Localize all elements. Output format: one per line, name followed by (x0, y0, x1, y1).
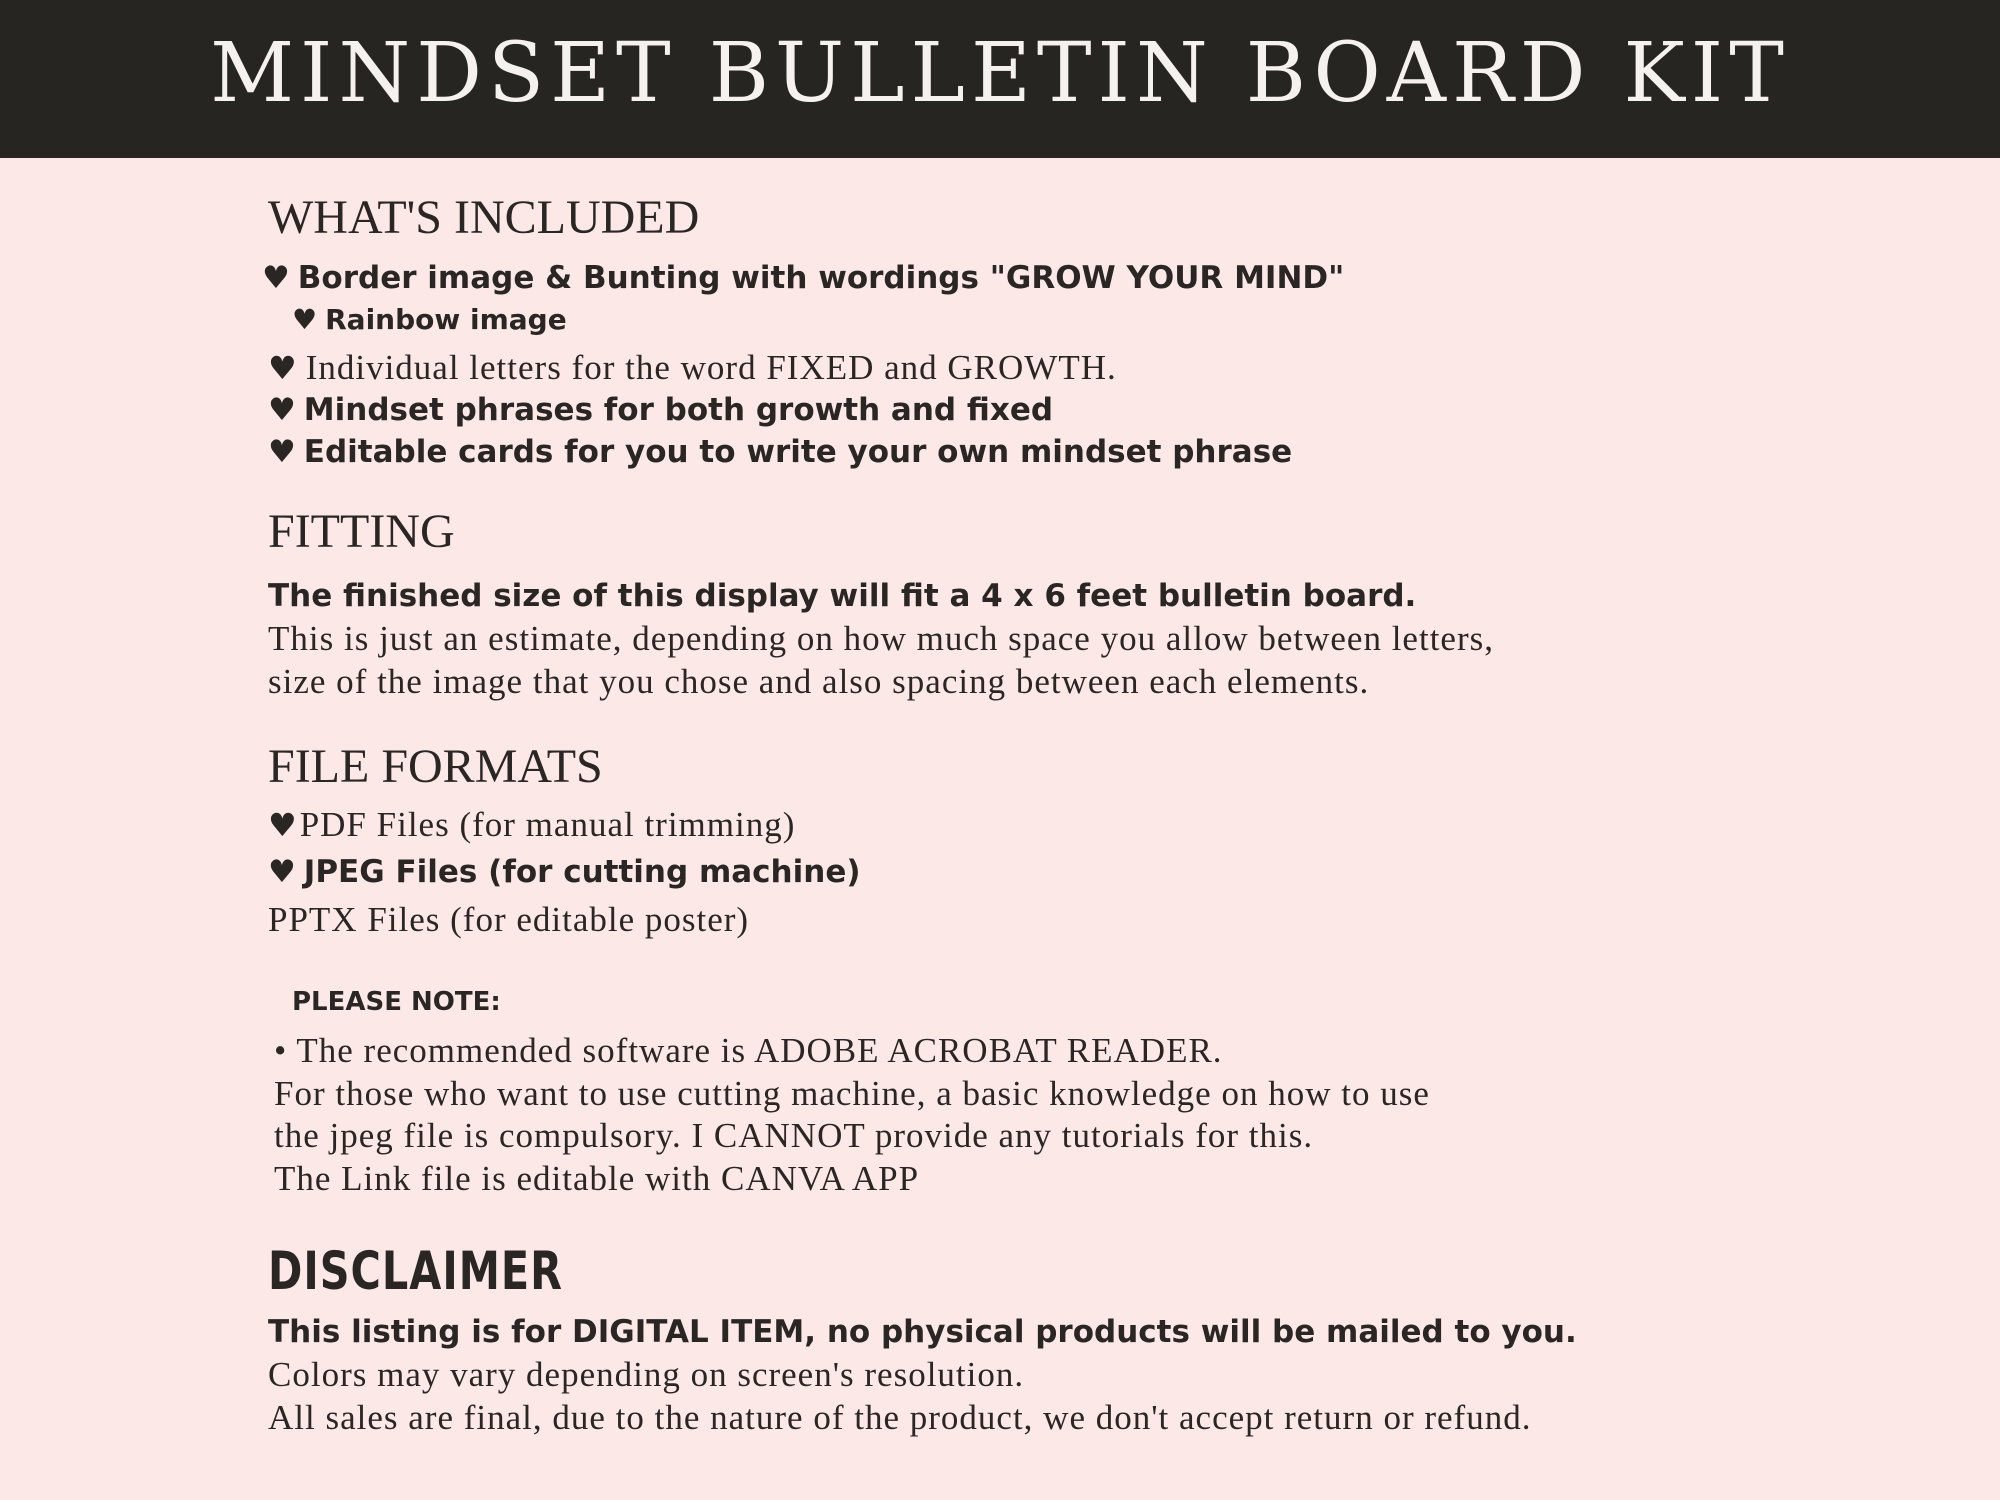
file-format-item (268, 851, 861, 893)
included-item-label: Editable cards for you to write your own mindset phrase (303, 434, 1293, 470)
included-item (268, 389, 1053, 431)
file-format-label: PPTX Files (for editable poster) (268, 900, 750, 939)
file-format-item (268, 898, 749, 941)
file-format-item (268, 803, 795, 847)
heart-icon: ♥ (268, 434, 296, 470)
included-item-label: Rainbow image (325, 303, 567, 336)
heart-icon: ♥ (268, 392, 296, 428)
note-line (274, 1029, 1223, 1072)
disclaimer-bold-line: This listing is for DIGITAL ITEM, no physical products will be mailed to you. (268, 1314, 1577, 1350)
included-item (268, 431, 1292, 473)
included-item-label: Border image & Bunting with wordings "GROW YOUR MIND" (297, 260, 1345, 296)
heart-icon: ♥ (292, 303, 318, 336)
heart-icon: ♥ (268, 806, 298, 844)
heart-icon: ♥ (268, 854, 296, 890)
fitting-line: size of the image that you chose and also spacing between each elements. (268, 662, 1370, 701)
heart-icon: ♥ (268, 349, 298, 387)
disclaimer-heading: DISCLAIMER (268, 1239, 564, 1302)
fitting-heading: FITTING (268, 505, 455, 558)
fitting-bold-line: The finished size of this display will fit a 4 x 6 feet bulletin board. (268, 578, 1417, 614)
header-banner (0, 0, 2000, 158)
file-format-label: JPEG Files (for cutting machine) (303, 854, 861, 890)
note-line: The Link file is editable with CANVA APP (274, 1159, 920, 1198)
included-item (268, 346, 1117, 390)
disclaimer-line: Colors may vary depending on screen's resolution. (268, 1355, 1025, 1394)
bullet-dot-icon: • (274, 1031, 288, 1070)
included-item-label: Mindset phrases for both growth and fixed (303, 392, 1054, 428)
page-title: MINDSET BULLETIN BOARD KIT (210, 26, 1790, 121)
file-formats-heading: FILE FORMATS (268, 740, 603, 793)
fitting-line: This is just an estimate, depending on how much space you allow between letters, (268, 619, 1494, 658)
heart-icon: ♥ (262, 260, 290, 296)
note-line: For those who want to use cutting machine, a basic knowledge on how to use (274, 1074, 1430, 1113)
included-item-label: Individual letters for the word FIXED and GROWTH. (305, 348, 1117, 387)
please-note-label: PLEASE NOTE: (292, 987, 501, 1017)
note-line-text: The recommended software is ADOBE ACROBAT READER. (296, 1031, 1223, 1070)
disclaimer-line: All sales are final, due to the nature of the product, we don't accept return or refund. (268, 1398, 1532, 1437)
file-format-label: PDF Files (for manual trimming) (299, 805, 796, 844)
whats-included-heading: WHAT'S INCLUDED (268, 191, 700, 244)
included-item (262, 257, 1344, 299)
note-line: the jpeg file is compulsory. I CANNOT provide any tutorials for this. (274, 1116, 1314, 1155)
included-item (292, 301, 567, 339)
